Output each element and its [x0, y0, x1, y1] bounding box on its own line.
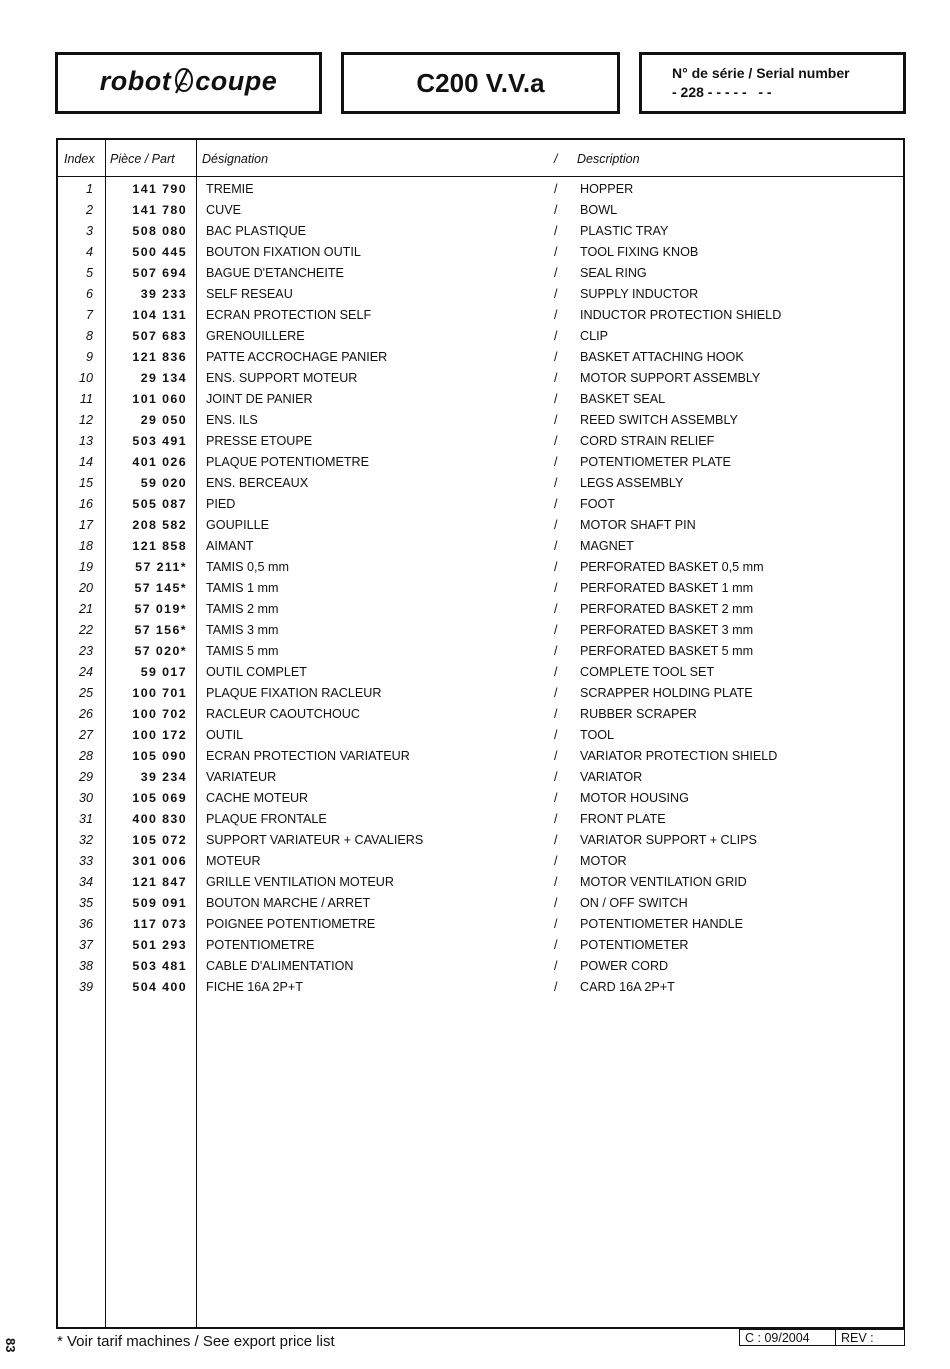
row-index: 34	[78, 875, 93, 889]
row-designation: MOTEUR	[206, 854, 261, 868]
row-separator: /	[554, 518, 558, 532]
row-designation: VARIATEUR	[206, 770, 277, 784]
row-index: 12	[78, 413, 93, 427]
table-row	[58, 725, 903, 746]
page-number: 83	[3, 1338, 18, 1353]
row-separator: /	[554, 686, 558, 700]
row-part-number: 505 087	[132, 497, 187, 511]
row-designation: SUPPORT VARIATEUR + CAVALIERS	[206, 833, 424, 847]
model-title: C200 V.V.a	[416, 68, 545, 98]
row-designation: TAMIS 2 mm	[206, 602, 279, 616]
row-separator: /	[554, 896, 558, 910]
row-description: FRONT PLATE	[580, 812, 666, 826]
row-description: RUBBER SCRAPER	[580, 707, 697, 721]
row-designation: BOUTON FIXATION OUTIL	[206, 245, 361, 259]
row-index: 35	[78, 896, 93, 910]
table-row	[58, 389, 903, 410]
row-index: 31	[78, 812, 93, 826]
brand-name-left: robot	[99, 66, 172, 96]
table-row	[58, 557, 903, 578]
row-designation: BOUTON MARCHE / ARRET	[206, 896, 371, 910]
row-designation: OUTIL	[206, 728, 244, 742]
row-part-number: 105 090	[132, 749, 187, 763]
row-index: 27	[78, 728, 93, 742]
table-row	[58, 347, 903, 368]
table-row	[58, 893, 903, 914]
row-part-number: 121 836	[132, 350, 187, 364]
serial-box	[639, 52, 906, 114]
row-designation: GOUPILLE	[206, 518, 269, 532]
row-part-number: 29 134	[140, 371, 187, 385]
row-description: POTENTIOMETER HANDLE	[580, 917, 744, 931]
row-part-number: 57 156*	[134, 623, 187, 637]
row-description: VARIATOR PROTECTION SHIELD	[580, 749, 778, 763]
row-description: POTENTIOMETER PLATE	[580, 455, 731, 469]
row-part-number: 57 020*	[134, 644, 187, 658]
row-description: MOTOR SUPPORT ASSEMBLY	[580, 371, 761, 385]
table-row	[58, 536, 903, 557]
row-index: 23	[78, 644, 93, 658]
row-description: REED SWITCH ASSEMBLY	[580, 413, 738, 427]
row-index: 3	[85, 224, 93, 238]
row-part-number: 507 683	[132, 329, 187, 343]
row-index: 5	[85, 266, 93, 280]
row-part-number: 105 072	[132, 833, 187, 847]
row-part-number: 208 582	[132, 518, 187, 532]
row-description: TOOL	[580, 728, 615, 742]
row-designation: OUTIL COMPLET	[206, 665, 307, 679]
row-description: PERFORATED BASKET 3 mm	[580, 623, 754, 637]
logo-emblem-icon	[172, 66, 194, 96]
table-row	[58, 305, 903, 326]
row-designation: ECRAN PROTECTION VARIATEUR	[206, 749, 410, 763]
table-row	[58, 914, 903, 935]
row-index: 25	[78, 686, 93, 700]
row-description: PERFORATED BASKET 5 mm	[580, 644, 754, 658]
row-description: FOOT	[580, 497, 615, 511]
table-row	[58, 830, 903, 851]
row-designation: ENS. ILS	[206, 413, 258, 427]
brand-name-right: coupe	[195, 66, 278, 96]
row-part-number: 501 293	[132, 938, 187, 952]
row-index: 19	[78, 560, 93, 574]
row-designation: GRENOUILLERE	[206, 329, 305, 343]
row-index: 4	[85, 245, 93, 259]
row-index: 17	[78, 518, 93, 532]
row-index: 6	[85, 287, 93, 301]
row-description: PERFORATED BASKET 1 mm	[580, 581, 754, 595]
row-part-number: 57 211*	[135, 560, 187, 574]
row-description: ON / OFF SWITCH	[580, 896, 688, 910]
row-part-number: 104 131	[132, 308, 187, 322]
revision-field: REV :	[835, 1329, 905, 1346]
column-header-description: Description	[577, 152, 640, 166]
row-designation: PLAQUE FIXATION RACLEUR	[206, 686, 382, 700]
table-row	[58, 326, 903, 347]
row-index: 1	[85, 182, 93, 196]
row-index: 10	[78, 371, 93, 385]
row-designation: PRESSE ETOUPE	[206, 434, 313, 448]
row-designation: FICHE 16A 2P+T	[206, 980, 303, 994]
row-separator: /	[554, 329, 558, 343]
row-separator: /	[554, 812, 558, 826]
row-designation: POIGNEE POTENTIOMETRE	[206, 917, 376, 931]
row-designation: PATTE ACCROCHAGE PANIER	[206, 350, 388, 364]
row-description: POTENTIOMETER	[580, 938, 689, 952]
row-index: 7	[85, 308, 93, 322]
row-index: 15	[78, 476, 93, 490]
row-index: 32	[78, 833, 93, 847]
footer-note: * Voir tarif machines / See export price list	[57, 1333, 335, 1350]
row-designation: GRILLE VENTILATION MOTEUR	[206, 875, 395, 889]
table-row	[58, 284, 903, 305]
row-separator: /	[554, 938, 558, 952]
row-separator: /	[554, 581, 558, 595]
table-row	[58, 809, 903, 830]
row-part-number: 59 020	[140, 476, 187, 490]
row-index: 14	[78, 455, 93, 469]
row-separator: /	[554, 245, 558, 259]
table-row	[58, 977, 903, 998]
row-separator: /	[554, 833, 558, 847]
row-description: PLASTIC TRAY	[580, 224, 669, 238]
row-description: INDUCTOR PROTECTION SHIELD	[580, 308, 782, 322]
row-index: 24	[78, 665, 93, 679]
row-separator: /	[554, 707, 558, 721]
brand-logo	[58, 66, 319, 97]
row-designation: PIED	[206, 497, 236, 511]
row-part-number: 100 702	[132, 707, 187, 721]
row-separator: /	[554, 875, 558, 889]
row-separator: /	[554, 497, 558, 511]
row-separator: /	[554, 791, 558, 805]
row-description: SEAL RING	[580, 266, 647, 280]
row-index: 18	[78, 539, 93, 553]
row-part-number: 508 080	[132, 224, 187, 238]
column-header-index: Index	[64, 152, 95, 166]
revision-date: C : 09/2004	[739, 1329, 836, 1346]
row-index: 26	[78, 707, 93, 721]
row-separator: /	[554, 182, 558, 196]
row-designation: TAMIS 1 mm	[206, 581, 279, 595]
table-row	[58, 179, 903, 200]
parts-table	[56, 138, 905, 1329]
row-separator: /	[554, 266, 558, 280]
table-row	[58, 221, 903, 242]
table-row	[58, 872, 903, 893]
row-part-number: 503 481	[132, 959, 187, 973]
row-part-number: 503 491	[132, 434, 187, 448]
model-box	[341, 52, 620, 114]
row-designation: BAC PLASTIQUE	[206, 224, 307, 238]
table-row	[58, 767, 903, 788]
row-part-number: 39 233	[140, 287, 187, 301]
row-index: 20	[78, 581, 93, 595]
table-row	[58, 494, 903, 515]
row-description: CLIP	[580, 329, 608, 343]
row-designation: TAMIS 0,5 mm	[206, 560, 290, 574]
header-divider	[58, 176, 903, 177]
table-row	[58, 704, 903, 725]
table-row	[58, 431, 903, 452]
row-designation: ENS. BERCEAUX	[206, 476, 309, 490]
brand-logo-box	[55, 52, 322, 114]
row-part-number: 57 145*	[134, 581, 187, 595]
row-index: 9	[85, 350, 93, 364]
row-index: 21	[78, 602, 93, 616]
column-header-separator: /	[554, 152, 558, 166]
row-designation: PLAQUE POTENTIOMETRE	[206, 455, 370, 469]
row-designation: SELF RESEAU	[206, 287, 293, 301]
table-row	[58, 851, 903, 872]
table-row	[58, 683, 903, 704]
row-description: POWER CORD	[580, 959, 669, 973]
row-description: SCRAPPER HOLDING PLATE	[580, 686, 753, 700]
row-separator: /	[554, 728, 558, 742]
column-header-designation: Désignation	[202, 152, 269, 166]
row-description: MOTOR HOUSING	[580, 791, 689, 805]
row-part-number: 101 060	[132, 392, 187, 406]
row-description: MOTOR	[580, 854, 627, 868]
table-row	[58, 662, 903, 683]
row-designation: TAMIS 3 mm	[206, 623, 279, 637]
row-separator: /	[554, 980, 558, 994]
table-row	[58, 788, 903, 809]
table-row	[58, 746, 903, 767]
row-part-number: 121 847	[132, 875, 187, 889]
row-separator: /	[554, 413, 558, 427]
row-separator: /	[554, 623, 558, 637]
table-row	[58, 641, 903, 662]
row-description: MOTOR SHAFT PIN	[580, 518, 696, 532]
row-separator: /	[554, 203, 558, 217]
row-index: 13	[78, 434, 93, 448]
table-row	[58, 599, 903, 620]
row-designation: PLAQUE FRONTALE	[206, 812, 327, 826]
row-part-number: 400 830	[132, 812, 187, 826]
row-separator: /	[554, 770, 558, 784]
row-separator: /	[554, 434, 558, 448]
row-designation: ECRAN PROTECTION SELF	[206, 308, 372, 322]
row-description: BASKET SEAL	[580, 392, 666, 406]
row-designation: TREMIE	[206, 182, 254, 196]
row-part-number: 401 026	[132, 455, 187, 469]
row-description: BASKET ATTACHING HOOK	[580, 350, 744, 364]
row-part-number: 141 790	[132, 182, 187, 196]
row-designation: AIMANT	[206, 539, 254, 553]
row-separator: /	[554, 455, 558, 469]
row-part-number: 117 073	[133, 917, 187, 931]
row-index: 37	[78, 938, 93, 952]
row-part-number: 39 234	[140, 770, 187, 784]
row-designation: ENS. SUPPORT MOTEUR	[206, 371, 358, 385]
row-description: PERFORATED BASKET 2 mm	[580, 602, 754, 616]
row-separator: /	[554, 539, 558, 553]
row-description: VARIATOR	[580, 770, 643, 784]
row-designation: BAGUE D'ETANCHEITE	[206, 266, 344, 280]
row-index: 39	[78, 980, 93, 994]
row-description: COMPLETE TOOL SET	[580, 665, 715, 679]
row-description: MOTOR VENTILATION GRID	[580, 875, 747, 889]
row-separator: /	[554, 350, 558, 364]
row-index: 22	[78, 623, 93, 637]
row-separator: /	[554, 308, 558, 322]
row-description: HOPPER	[580, 182, 634, 196]
row-designation: RACLEUR CAOUTCHOUC	[206, 707, 360, 721]
table-row	[58, 473, 903, 494]
table-body	[58, 179, 903, 998]
table-row	[58, 263, 903, 284]
row-description: LEGS ASSEMBLY	[580, 476, 684, 490]
row-designation: POTENTIOMETRE	[206, 938, 315, 952]
row-separator: /	[554, 854, 558, 868]
row-part-number: 100 172	[132, 728, 187, 742]
row-part-number: 509 091	[132, 896, 187, 910]
table-row	[58, 578, 903, 599]
row-part-number: 507 694	[132, 266, 187, 280]
row-separator: /	[554, 959, 558, 973]
row-designation: CABLE D'ALIMENTATION	[206, 959, 354, 973]
row-description: CORD STRAIN RELIEF	[580, 434, 715, 448]
row-separator: /	[554, 749, 558, 763]
serial-value: - 228 - - - - - - -	[672, 84, 772, 100]
row-designation: JOINT DE PANIER	[206, 392, 313, 406]
row-separator: /	[554, 371, 558, 385]
row-separator: /	[554, 560, 558, 574]
row-part-number: 500 445	[132, 245, 187, 259]
row-index: 8	[85, 329, 93, 343]
row-part-number: 105 069	[132, 791, 187, 805]
row-part-number: 504 400	[132, 980, 187, 994]
row-description: CARD 16A 2P+T	[580, 980, 675, 994]
column-header-part: Pièce / Part	[110, 152, 175, 166]
row-description: TOOL FIXING KNOB	[580, 245, 699, 259]
row-index: 38	[78, 959, 93, 973]
row-separator: /	[554, 476, 558, 490]
table-row	[58, 200, 903, 221]
row-description: PERFORATED BASKET 0,5 mm	[580, 560, 764, 574]
row-part-number: 121 858	[132, 539, 187, 553]
row-description: SUPPLY INDUCTOR	[580, 287, 699, 301]
table-row	[58, 956, 903, 977]
row-separator: /	[554, 917, 558, 931]
row-part-number: 301 006	[132, 854, 187, 868]
row-index: 28	[78, 749, 93, 763]
row-description: BOWL	[580, 203, 618, 217]
table-row	[58, 620, 903, 641]
row-part-number: 29 050	[140, 413, 187, 427]
row-designation: CUVE	[206, 203, 241, 217]
row-description: MAGNET	[580, 539, 634, 553]
row-index: 29	[78, 770, 93, 784]
table-row	[58, 515, 903, 536]
row-designation: TAMIS 5 mm	[206, 644, 279, 658]
table-row	[58, 410, 903, 431]
row-index: 11	[79, 392, 93, 406]
table-row	[58, 452, 903, 473]
row-part-number: 141 780	[132, 203, 187, 217]
row-separator: /	[554, 287, 558, 301]
row-index: 16	[78, 497, 93, 511]
row-designation: CACHE MOTEUR	[206, 791, 309, 805]
row-part-number: 100 701	[132, 686, 187, 700]
row-description: VARIATOR SUPPORT + CLIPS	[580, 833, 757, 847]
row-separator: /	[554, 644, 558, 658]
row-index: 2	[85, 203, 93, 217]
row-index: 33	[78, 854, 93, 868]
table-row	[58, 242, 903, 263]
row-separator: /	[554, 602, 558, 616]
row-index: 30	[78, 791, 93, 805]
row-part-number: 57 019*	[134, 602, 187, 616]
table-row	[58, 935, 903, 956]
row-separator: /	[554, 665, 558, 679]
row-index: 36	[78, 917, 93, 931]
serial-label: N° de série / Serial number	[672, 65, 850, 81]
row-separator: /	[554, 392, 558, 406]
row-separator: /	[554, 224, 558, 238]
table-row	[58, 368, 903, 389]
row-part-number: 59 017	[140, 665, 187, 679]
